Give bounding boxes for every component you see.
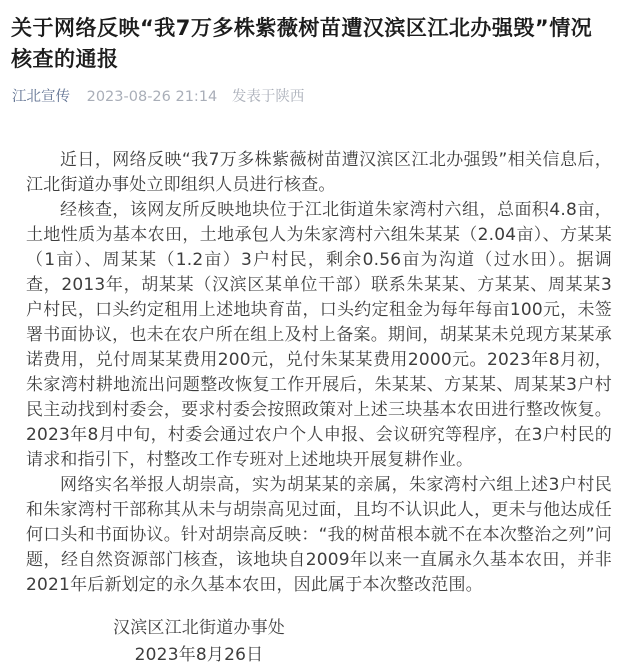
publish-location: 发表于陕西 [231, 89, 305, 105]
paragraph-3: 网络实名举报人胡崇高，实为胡某某的亲属，朱家湾村六组上述3户村民和朱家湾村干部称其从未与胡崇高见过面，且均不认识此人，更未与他达成任何口头和书面协议。针对胡崇高反映：“我的树苗根本就不在本次整治之列”问题，经自然资源部门核查，该地块自2009年以来一直属永久基本农田，并非2021年后新划定的永久基本农田，因此属于本次整改范围。 [26, 475, 612, 595]
account-name-link[interactable]: 江北宣传 [12, 89, 70, 105]
paragraph-1: 近日，网络反映“我7万多株紫薇树苗遭汉滨区江北办强毁”相关信息后，江北街道办事处立即组织人员进行核查。 [26, 150, 612, 195]
signature-org: 汉滨区江北街道办事处 [113, 618, 285, 638]
article-title: 关于网络反映“我7万多株紫薇树苗遭汉滨区江北办强毁”情况核查的通报 [11, 16, 593, 71]
signature-block [113, 615, 285, 669]
article-byline [12, 88, 614, 106]
signature-date: 2023年8月26日 [134, 645, 264, 665]
publish-timestamp: 2023-08-26 21:14 [86, 89, 218, 105]
paragraph-2: 经核查，该网友所反映地块位于江北街道朱家湾村六组，总面积4.8亩，土地性质为基本农田，土地承包人为朱家湾村六组朱某某（2.04亩）、方某某（1亩）、周某某（1.2亩）3户村民，剩余0.56亩为沟道（过水田）。据调查，2013年，胡某某（汉滨区某单位干部）联系朱某某、方某某、周某某3户村民，口头约定租用上述地块育苗，口头约定租金为每年每亩100元，未签署书面协议，也未在农户所在组上及村上备案。期间，胡某某未兑现方某某承诺费用，兑付周某某费用200元，兑付朱某某费用2000元。2023年8月初，朱家湾村耕地流出问题整改恢复工作开展后，朱某某、方某某、周某某3户村民主动找到村委会，要求村委会按照政策对上述三块基本农田进行整改恢复。2023年8月中旬，村委会通过农户个人申报、会议研究等程序，在3户村民的请求和指引下，村整改工作专班对上述地块开展复耕作业。 [26, 200, 612, 470]
article-body [11, 148, 614, 669]
